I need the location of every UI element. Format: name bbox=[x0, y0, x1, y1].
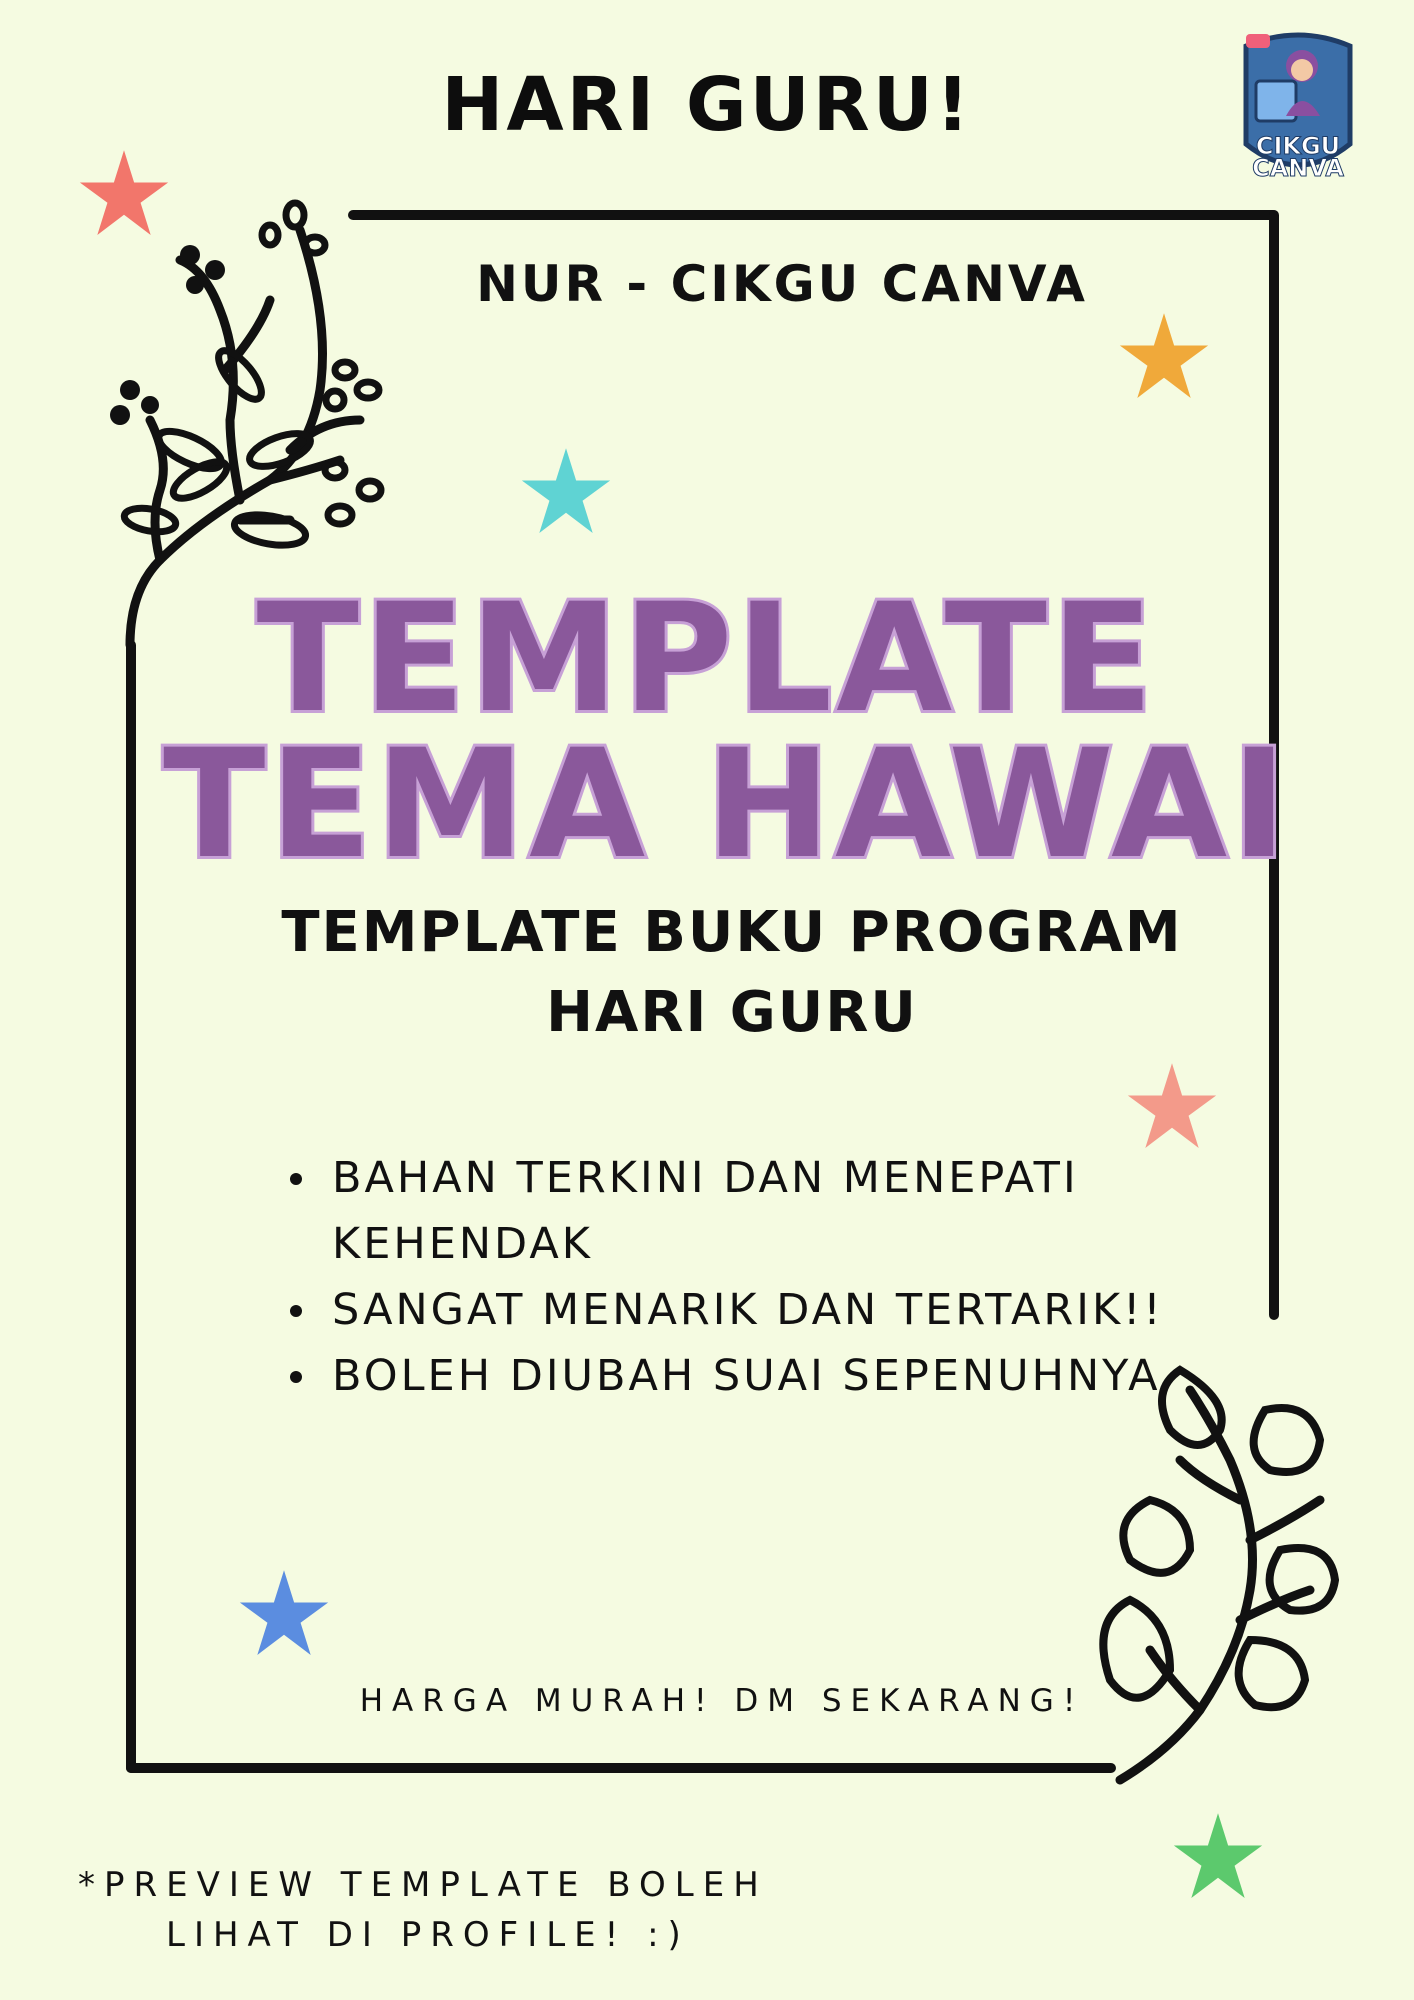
teacher-avatar-logo-icon bbox=[1236, 26, 1360, 186]
footnote-line2: LIHAT DI PROFILE! :) bbox=[166, 1915, 690, 1955]
cikgu-canva-logo bbox=[1236, 26, 1360, 186]
feature-item: BAHAN TERKINI DAN MENEPATI KEHENDAK bbox=[290, 1145, 1172, 1277]
subtitle-line1: TEMPLATE BUKU PROGRAM bbox=[281, 900, 1183, 965]
footnote bbox=[78, 1860, 768, 1960]
green-star bbox=[1172, 1813, 1264, 1901]
logo-text-line1: CIKGU bbox=[1255, 132, 1341, 160]
logo-text-line2: CANVA bbox=[1252, 154, 1344, 182]
author-name: NUR - CIKGU CANVA bbox=[476, 255, 1088, 313]
subtitle-line2: HARI GURU bbox=[546, 980, 918, 1045]
salmon-star bbox=[1126, 1063, 1218, 1151]
leaf-plant-icon bbox=[1090, 1350, 1350, 1790]
frame-top-line bbox=[348, 210, 1278, 220]
orange-star bbox=[1118, 313, 1210, 401]
page-title: HARI GURU! bbox=[441, 62, 973, 148]
headline-line2: TEMA HAWAI bbox=[163, 718, 1291, 892]
feature-item: BOLEH DIUBAH SUAI SEPENUHNYA bbox=[290, 1343, 1172, 1409]
blue-star bbox=[238, 1570, 330, 1658]
branch-plant-icon bbox=[90, 190, 420, 650]
teal-star bbox=[520, 448, 612, 536]
headline-line1: TEMPLATE bbox=[256, 572, 1158, 746]
features-list bbox=[290, 1145, 1172, 1409]
feature-item: SANGAT MENARIK DAN TERTARIK!! bbox=[290, 1277, 1172, 1343]
cta-text: HARGA MURAH! DM SEKARANG! bbox=[359, 1683, 1085, 1719]
footnote-line1: *PREVIEW TEMPLATE BOLEH bbox=[78, 1865, 768, 1905]
frame-bottom-line bbox=[126, 1763, 1116, 1773]
